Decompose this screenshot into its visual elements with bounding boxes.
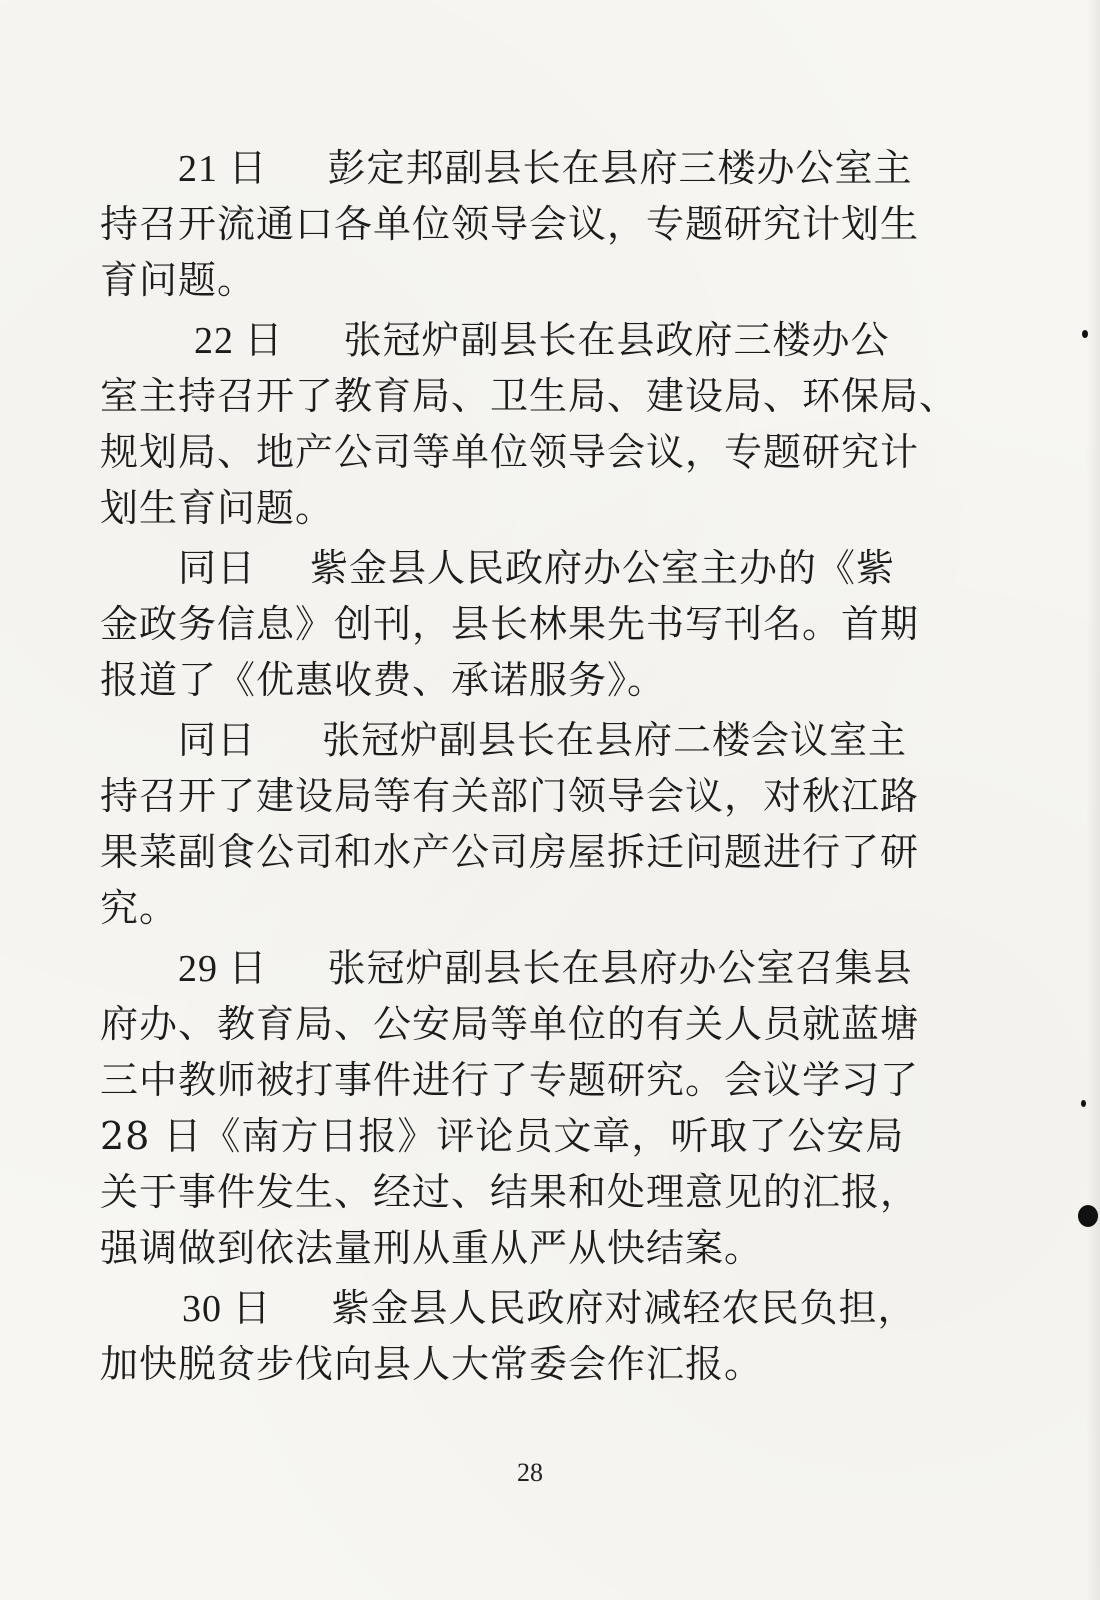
entry-date: 22 日 [194,320,284,362]
entry-text: 张冠炉副县长在县府办公室召集县 [327,946,913,990]
page-edge-shadow [1086,0,1100,1600]
entry-line: 持召开流通口各单位领导会议，专题研究计划生 [100,202,920,246]
entry-21 [100,140,940,308]
entry-first-line [100,312,940,368]
entry-date: 同日 [178,548,257,590]
entry-line: 报道了《优惠收费、承诺服务》。 [100,658,667,702]
entry-line: 室主持召开了教育局、卫生局、建设局、环保局、 [100,374,959,418]
entry-line: 28 日《南方日报》评论员文章，听取了公安局 [100,1114,905,1158]
entry-date: 21 日 [178,148,268,190]
entry-29 [100,940,940,1276]
entry-22 [100,312,959,536]
entry-date: 30 日 [182,1288,272,1330]
entry-line: 划生育问题。 [100,486,335,530]
entry-first-line [100,540,940,596]
entry-line: 三中教师被打事件进行了专题研究。会议学习了 [100,1058,920,1102]
entry-date: 同日 [178,720,257,762]
entry-line: 果菜副食公司和水产公司房屋拆迁问题进行了研 [100,830,920,874]
entry-text: 张冠炉副县长在县府二楼会议室主 [322,718,908,762]
entry-text: 紫金县人民政府办公室主办的《紫 [310,546,896,590]
entry-first-line [100,1280,940,1336]
entry-30 [100,1280,940,1392]
entry-line: 强调做到依法量刑从重从严从快结案。 [100,1226,764,1270]
entry-line: 持召开了建设局等有关部门领导会议，对秋江路 [100,774,920,818]
body-text [100,140,959,1396]
entry-line: 金政务信息》创刊，县长林果先书写刊名。首期 [100,602,920,646]
entry-text: 张冠炉副县长在县政府三楼办公 [343,318,890,362]
entry-date: 29 日 [178,948,268,990]
entry-line: 加快脱贫步伐向县人大常委会作汇报。 [100,1342,764,1386]
entry-same-day-1 [100,540,940,708]
scan-speck [1082,330,1088,338]
scan-speck [1078,1205,1098,1227]
entry-first-line [100,140,940,196]
entry-text: 彭定邦副县长在县府三楼办公室主 [327,146,913,190]
entry-text: 紫金县人民政府对减轻农民负担， [331,1286,917,1330]
entry-same-day-2 [100,712,940,936]
entry-line: 育问题。 [100,258,257,302]
page-number: 28 [517,1458,543,1487]
entry-line: 关于事件发生、经过、结果和处理意见的汇报， [100,1170,920,1214]
entry-first-line [100,940,940,996]
scan-speck [1081,1100,1086,1107]
entry-line: 究。 [100,886,179,930]
entry-line: 规划局、地产公司等单位领导会议，专题研究计 [100,430,920,474]
entry-first-line [100,712,940,768]
entry-line: 府办、教育局、公安局等单位的有关人员就蓝塘 [100,1002,920,1046]
